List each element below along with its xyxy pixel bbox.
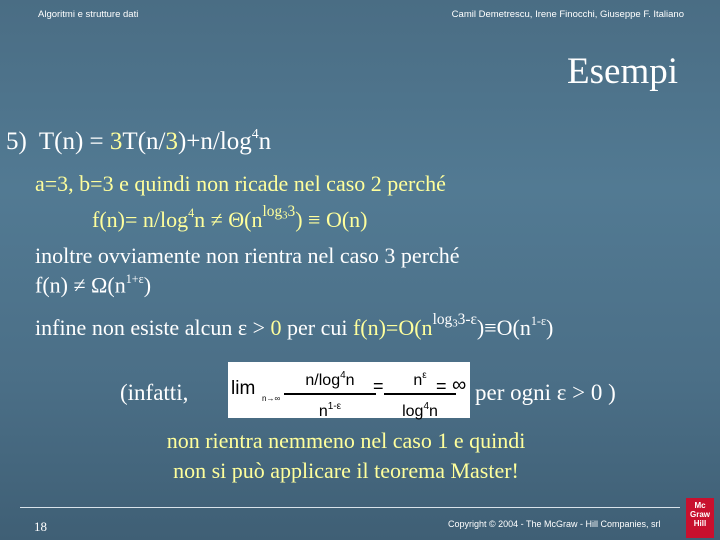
- fraction-numerator: [284, 365, 376, 392]
- infinity-symbol: ∞: [452, 374, 467, 396]
- fraction-denominator: [384, 396, 456, 423]
- denominator-exponent: 1-ε: [327, 400, 342, 412]
- denominator-part: n: [429, 402, 438, 420]
- numerator-part: n: [345, 372, 355, 389]
- limit-formula-box: [228, 362, 470, 418]
- recurrence-statement: [6, 126, 271, 156]
- log-argument: 3: [287, 203, 296, 220]
- fraction-left: [284, 365, 376, 423]
- formula-part: f(n) ≠ Ω(n: [35, 272, 126, 298]
- log-argument: 3-ε: [457, 311, 477, 328]
- log-base: 3: [282, 209, 288, 222]
- example-suffix: per ogni ε > 0 ): [475, 380, 616, 405]
- example-index: 5): [6, 128, 27, 155]
- formula-part: ): [546, 314, 554, 340]
- example-prefix: (infatti,: [120, 380, 189, 405]
- formula-exponent: 4: [188, 206, 195, 221]
- case3-statement: inoltre ovviamente non rientra nel caso 3 perché: [35, 243, 460, 268]
- numerator-part: n/log: [305, 372, 341, 389]
- denominator-exponent: 4: [423, 400, 429, 412]
- recurrence-part: n: [258, 128, 272, 155]
- numerator-exponent: 4: [340, 370, 346, 381]
- coefficient-a: 3: [109, 128, 123, 155]
- formula-exponent: 1+ε: [125, 272, 144, 286]
- formula-exponent: 1-ε: [530, 314, 547, 329]
- equals-sign: =: [373, 376, 384, 396]
- recurrence-part: )+n/log: [177, 128, 252, 155]
- logo-line: Hill: [693, 519, 707, 528]
- case2-formula: [92, 203, 368, 233]
- case2-statement: a=3, b=3 e quindi non ricade nel caso 2 perché: [35, 171, 446, 196]
- fraction-denominator: [284, 396, 376, 423]
- conclusion-line-2: non si può applicare il teorema Master!: [173, 458, 519, 483]
- formula-part: f(n)=O(n: [352, 314, 433, 340]
- log-text: log: [432, 311, 453, 328]
- fraction-bar: [284, 393, 376, 395]
- statement-part: infine non esiste alcun ε >: [35, 314, 271, 340]
- formula-part: )≡O(n: [476, 314, 531, 340]
- copyright-notice: Copyright © 2004 - The McGraw - Hill Companies, srl: [448, 519, 661, 529]
- denominator-part: log: [402, 402, 424, 420]
- formula-part: n ≠ Θ(n: [194, 206, 263, 232]
- formula-part: ): [143, 272, 152, 298]
- case3-formula: [35, 272, 151, 299]
- numerator-part: n: [413, 372, 423, 389]
- conclusion-line-1: non rientra nemmeno nel caso 1 e quindi: [166, 428, 526, 453]
- log-exponent: 4: [251, 126, 259, 141]
- log-text: log: [262, 203, 283, 220]
- publisher-logo: [686, 498, 714, 538]
- formula-log-exponent: [433, 311, 477, 328]
- log-base: 3: [452, 317, 458, 330]
- header-authors: Camil Demetrescu, Irene Finocchi, Giuseppe F. Italiano: [451, 9, 684, 20]
- epsilon-statement: [35, 311, 553, 341]
- numerator-exponent: ε: [422, 370, 427, 381]
- footer-divider: [20, 507, 680, 508]
- recurrence-part: T(n/: [122, 128, 166, 155]
- denominator-part: n: [318, 402, 328, 420]
- header-course-title: Algoritmi e strutture dati: [38, 9, 139, 20]
- logo-line: Graw: [689, 510, 710, 519]
- formula-log-exponent: [262, 203, 295, 220]
- zero-value: 0: [270, 314, 282, 340]
- logo-line: Mc: [694, 501, 706, 510]
- coefficient-b: 3: [165, 128, 178, 155]
- equals-sign: =: [436, 376, 447, 396]
- recurrence-lhs: T(n) =: [38, 128, 110, 155]
- lim-operator: lim: [231, 378, 256, 399]
- slide-title: Esempi: [567, 51, 678, 92]
- formula-part: ) ≡ O(n): [295, 206, 368, 232]
- formula-part: f(n)= n/log: [92, 206, 189, 232]
- statement-part: per cui: [281, 314, 353, 340]
- lim-subscript: n→∞: [262, 394, 281, 403]
- page-number: 18: [34, 519, 47, 534]
